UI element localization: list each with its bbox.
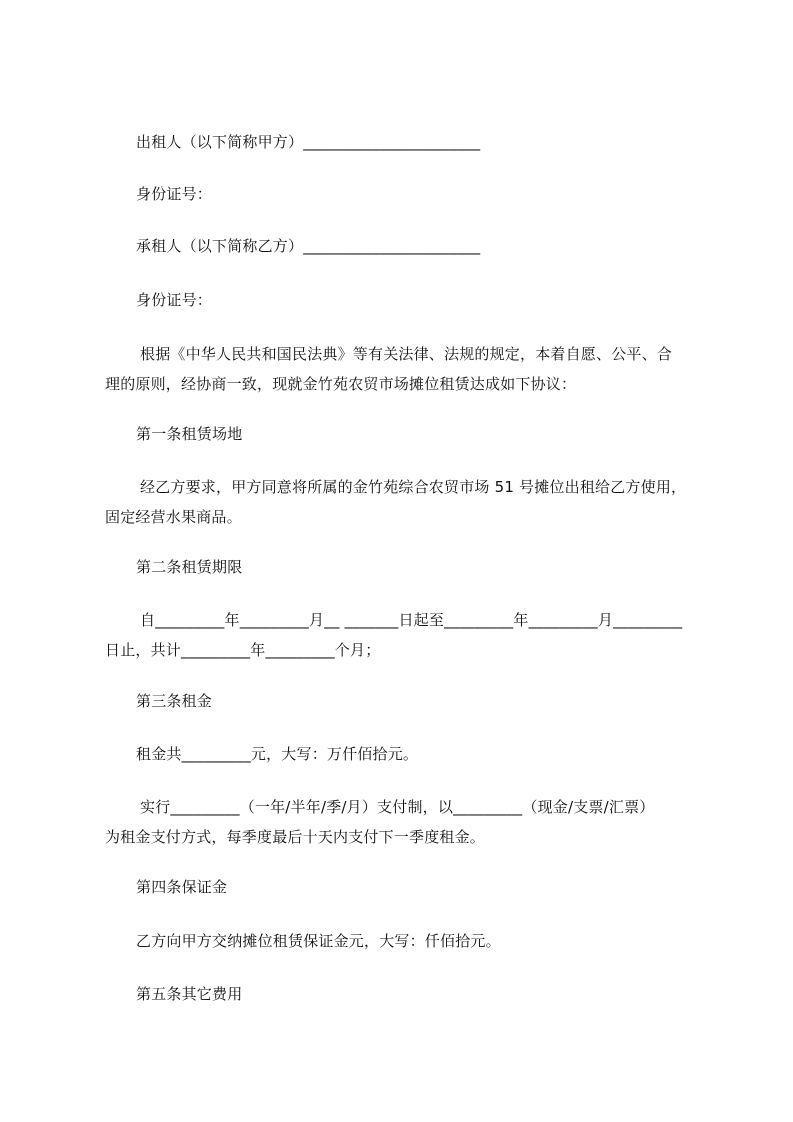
article-3-line-2: 实行_________（一年/半年/季/月）支付制，以_________（现金/支票/汇票） — [140, 798, 655, 816]
preamble-line-2: 理的原则，经协商一致，现就金竹苑农贸市场摊位租赁达成如下协议： — [105, 375, 577, 393]
article-2-heading: 第二条租赁期限 — [136, 558, 243, 576]
article-2-line-1: 自_________年_________月__ _______日起至_________年_________月_________ — [140, 611, 683, 629]
lessee-line: 承租人（以下简称乙方）_______________________ — [136, 237, 481, 255]
article-5-heading: 第五条其它费用 — [136, 985, 243, 1003]
preamble-line-1: 根据《中华人民共和国民法典》等有关法律、法规的规定，本着自愿、公平、合 — [140, 345, 673, 363]
article-1-line-2: 固定经营水果商品。 — [105, 508, 242, 526]
lessor-line: 出租人（以下简称甲方）_______________________ — [136, 133, 481, 151]
article-3-line-1: 租金共_________元，大写：万仟佰拾元。 — [136, 745, 419, 763]
article-3-line-3: 为租金支付方式，每季度最后十天内支付下一季度租金。 — [105, 828, 486, 846]
article-1-line-1: 经乙方要求，甲方同意将所属的金竹苑综合农贸市场 51 号摊位出租给乙方使用， — [140, 478, 687, 496]
lessee-id-line: 身份证号： — [136, 291, 213, 309]
article-4-heading: 第四条保证金 — [136, 878, 228, 896]
lessor-id-line: 身份证号： — [136, 185, 213, 203]
article-1-heading: 第一条租赁场地 — [136, 425, 243, 443]
article-3-heading: 第三条租金 — [136, 692, 213, 710]
article-2-line-2: 日止，共计_________年_________个月； — [105, 641, 381, 659]
article-4-line-1: 乙方向甲方交纳摊位租赁保证金元，大写：仟佰拾元。 — [136, 932, 501, 950]
